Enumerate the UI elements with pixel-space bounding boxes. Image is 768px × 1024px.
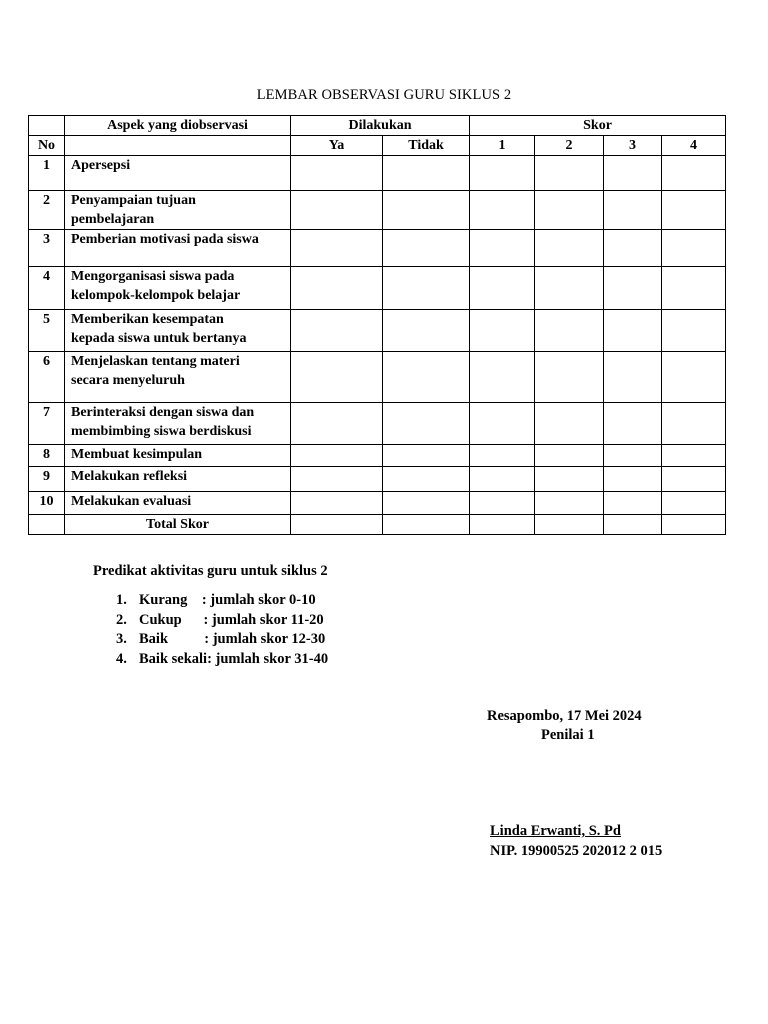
total-cell	[291, 515, 383, 535]
cell-tidak	[383, 445, 470, 467]
predikat-item	[116, 650, 328, 670]
row-number: 10	[29, 492, 65, 515]
signature-place-date: Resapombo, 17 Mei 2024	[487, 708, 642, 724]
cell-skor-3	[604, 156, 662, 191]
table-subheader-row	[29, 136, 726, 156]
cell-ya	[291, 310, 383, 352]
aspek-line: Memberikan kesempatan	[71, 312, 224, 327]
header-no: No	[29, 136, 65, 156]
aspek-line: pembelajaran	[71, 212, 155, 227]
aspek-line: Mengorganisasi siswa pada	[71, 269, 235, 284]
row-aspek	[65, 467, 291, 492]
cell-ya	[291, 191, 383, 230]
row-aspek	[65, 191, 291, 230]
header-skor-1: 1	[470, 136, 535, 156]
cell-skor-4	[662, 403, 726, 445]
row-number: 6	[29, 352, 65, 403]
cell-skor-4	[662, 230, 726, 267]
cell-skor-2	[535, 467, 604, 492]
total-cell	[662, 515, 726, 535]
signature-name: Linda Erwanti, S. Pd	[490, 823, 621, 839]
cell-tidak	[383, 492, 470, 515]
table-row	[29, 156, 726, 191]
aspek-line: secara menyeluruh	[71, 373, 185, 388]
cell-ya	[291, 467, 383, 492]
cell-tidak	[383, 310, 470, 352]
predikat-number: 2.	[116, 611, 127, 628]
row-aspek	[65, 403, 291, 445]
cell-tidak	[383, 230, 470, 267]
cell-skor-4	[662, 352, 726, 403]
cell-skor-3	[604, 352, 662, 403]
row-aspek	[65, 492, 291, 515]
table-header-row	[29, 116, 726, 136]
aspek-line: Berinteraksi dengan siswa dan	[71, 405, 255, 420]
cell-skor-2	[535, 156, 604, 191]
header-dilakukan: Dilakukan	[291, 116, 470, 136]
aspek-line: Menjelaskan tentang materi	[71, 354, 240, 369]
table-row	[29, 310, 726, 352]
header-tidak: Tidak	[383, 136, 470, 156]
observation-table	[28, 115, 726, 535]
aspek-line: membimbing siswa berdiskusi	[71, 424, 252, 439]
predikat-number: 4.	[116, 650, 127, 667]
row-number: 3	[29, 230, 65, 267]
row-aspek	[65, 230, 291, 267]
predikat-title: Predikat aktivitas guru untuk siklus 2	[93, 563, 328, 579]
cell-skor-3	[604, 310, 662, 352]
cell-skor-4	[662, 310, 726, 352]
row-aspek	[65, 310, 291, 352]
cell-skor-1	[470, 403, 535, 445]
cell-tidak	[383, 191, 470, 230]
header-skor-2: 2	[535, 136, 604, 156]
cell-skor-2	[535, 310, 604, 352]
header-skor: Skor	[470, 116, 726, 136]
predikat-item	[116, 591, 328, 611]
cell-skor-1	[470, 230, 535, 267]
total-cell	[383, 515, 470, 535]
predikat-text: Baik sekali: jumlah skor 31-40	[139, 650, 329, 667]
cell-skor-2	[535, 352, 604, 403]
row-number: 4	[29, 267, 65, 310]
aspek-line: Penyampaian tujuan	[71, 193, 196, 208]
table-row	[29, 230, 726, 267]
predikat-item	[116, 630, 328, 650]
table-row	[29, 403, 726, 445]
row-number: 2	[29, 191, 65, 230]
cell-skor-4	[662, 156, 726, 191]
cell-skor-4	[662, 191, 726, 230]
page-title: LEMBAR OBSERVASI GURU SIKLUS 2	[256, 87, 512, 103]
signature-nip: NIP. 19900525 202012 2 015	[490, 843, 663, 859]
cell-tidak	[383, 467, 470, 492]
cell-skor-3	[604, 191, 662, 230]
predikat-text: Cukup : jumlah skor 11-20	[139, 611, 324, 628]
header-no-top	[29, 116, 65, 136]
row-number: 1	[29, 156, 65, 191]
row-aspek	[65, 156, 291, 191]
predikat-text: Kurang : jumlah skor 0-10	[139, 592, 316, 608]
row-aspek	[65, 267, 291, 310]
cell-ya	[291, 156, 383, 191]
cell-skor-3	[604, 467, 662, 492]
row-number: 9	[29, 467, 65, 492]
aspek-line: Apersepsi	[71, 158, 131, 173]
cell-skor-1	[470, 445, 535, 467]
header-aspek-bottom	[65, 136, 291, 156]
cell-ya	[291, 230, 383, 267]
cell-tidak	[383, 156, 470, 191]
predikat-number: 3.	[116, 631, 127, 647]
aspek-line: kelompok-kelompok belajar	[71, 288, 241, 303]
cell-skor-3	[604, 267, 662, 310]
cell-skor-1	[470, 267, 535, 310]
table-row	[29, 445, 726, 467]
cell-skor-2	[535, 445, 604, 467]
predikat-list	[116, 591, 328, 669]
cell-skor-4	[662, 445, 726, 467]
predikat-text: Baik : jumlah skor 12-30	[139, 631, 326, 647]
cell-ya	[291, 267, 383, 310]
cell-ya	[291, 445, 383, 467]
cell-skor-1	[470, 310, 535, 352]
table-row	[29, 492, 726, 515]
cell-skor-3	[604, 492, 662, 515]
table-row	[29, 467, 726, 492]
aspek-line: Melakukan evaluasi	[71, 494, 192, 509]
cell-skor-1	[470, 467, 535, 492]
cell-skor-4	[662, 267, 726, 310]
cell-skor-3	[604, 403, 662, 445]
cell-skor-4	[662, 467, 726, 492]
total-no-cell	[29, 515, 65, 535]
aspek-line: Melakukan refleksi	[71, 469, 188, 484]
total-label: Total Skor	[65, 515, 291, 535]
cell-skor-4	[662, 492, 726, 515]
aspek-line: kepada siswa untuk bertanya	[71, 331, 247, 346]
total-row	[29, 515, 726, 535]
table-row	[29, 267, 726, 310]
total-cell	[470, 515, 535, 535]
row-aspek	[65, 445, 291, 467]
cell-skor-1	[470, 352, 535, 403]
predikat-item	[116, 611, 328, 631]
cell-tidak	[383, 403, 470, 445]
row-number: 5	[29, 310, 65, 352]
header-aspek: Aspek yang diobservasi	[65, 116, 291, 136]
signature-role: Penilai 1	[541, 727, 595, 743]
table-row	[29, 191, 726, 230]
aspek-line: Pemberian motivasi pada siswa	[71, 232, 259, 247]
cell-ya	[291, 492, 383, 515]
cell-ya	[291, 352, 383, 403]
cell-tidak	[383, 267, 470, 310]
row-number: 7	[29, 403, 65, 445]
row-aspek	[65, 352, 291, 403]
cell-skor-1	[470, 156, 535, 191]
predikat-number: 1.	[116, 592, 127, 608]
cell-skor-2	[535, 492, 604, 515]
cell-skor-2	[535, 230, 604, 267]
cell-skor-2	[535, 191, 604, 230]
table-row	[29, 352, 726, 403]
header-skor-4: 4	[662, 136, 726, 156]
cell-skor-3	[604, 230, 662, 267]
cell-skor-2	[535, 267, 604, 310]
cell-ya	[291, 403, 383, 445]
cell-skor-2	[535, 403, 604, 445]
cell-skor-1	[470, 191, 535, 230]
total-cell	[604, 515, 662, 535]
cell-skor-3	[604, 445, 662, 467]
aspek-line: Membuat kesimpulan	[71, 447, 203, 462]
cell-skor-1	[470, 492, 535, 515]
total-cell	[535, 515, 604, 535]
row-number: 8	[29, 445, 65, 467]
header-ya: Ya	[291, 136, 383, 156]
header-skor-3: 3	[604, 136, 662, 156]
cell-tidak	[383, 352, 470, 403]
